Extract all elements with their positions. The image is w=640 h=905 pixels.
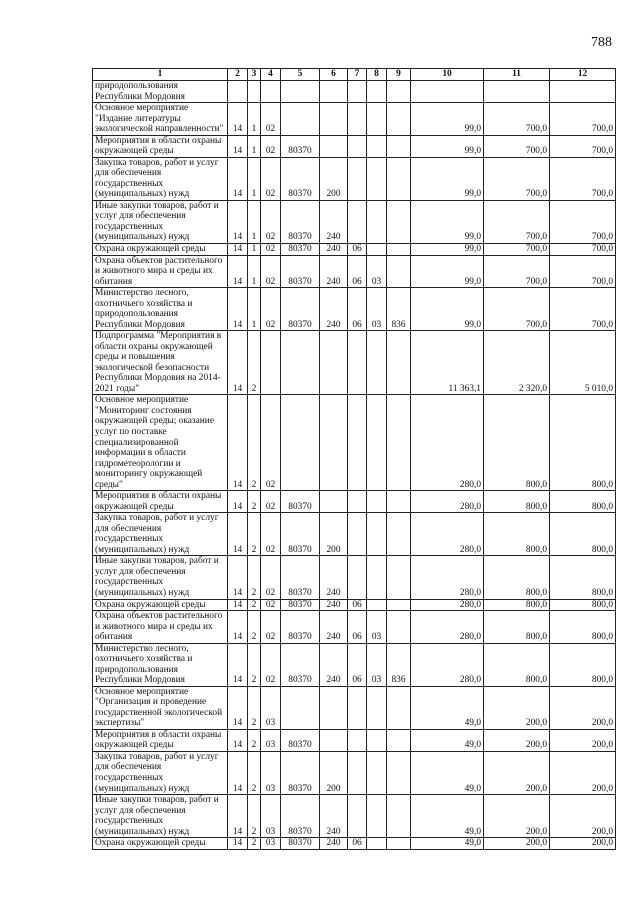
code-cell	[387, 729, 411, 751]
code-cell: 2	[248, 838, 261, 850]
amount-cell: 280,0	[411, 556, 484, 599]
code-cell: 80370	[281, 255, 320, 288]
code-cell	[387, 395, 411, 491]
code-cell	[320, 729, 348, 751]
code-cell: 02	[261, 395, 281, 491]
code-cell	[367, 395, 387, 491]
table-row	[93, 395, 616, 491]
code-cell	[348, 556, 367, 599]
amount-cell: 49,0	[411, 686, 484, 729]
column-header: 11	[484, 69, 550, 81]
item-name-cell: Основное мероприятие "Мониторинг состояния окружающей среды; оказание услуг по поставке специализированной информации в области гидрометеорологии и мониторингу окружающей среды"	[93, 395, 228, 491]
code-cell: 240	[320, 643, 348, 686]
amount-cell: 700,0	[484, 255, 550, 288]
amount-cell: 2 320,0	[484, 331, 550, 395]
code-cell	[367, 81, 387, 103]
code-cell: 2	[248, 751, 261, 794]
table-row	[93, 491, 616, 513]
amount-cell: 700,0	[484, 103, 550, 136]
table-row	[93, 331, 616, 395]
code-cell	[367, 729, 387, 751]
column-header: 7	[348, 69, 367, 81]
code-cell	[387, 599, 411, 611]
code-cell: 80370	[281, 157, 320, 200]
code-cell: 1	[248, 200, 261, 243]
code-cell	[367, 686, 387, 729]
code-cell: 06	[348, 243, 367, 255]
code-cell: 14	[228, 135, 248, 157]
code-cell: 03	[367, 288, 387, 331]
code-cell: 240	[320, 288, 348, 331]
column-header: 2	[228, 69, 248, 81]
code-cell	[348, 200, 367, 243]
code-cell: 14	[228, 795, 248, 838]
code-cell: 200	[320, 751, 348, 794]
code-cell	[228, 81, 248, 103]
code-cell: 03	[367, 255, 387, 288]
code-cell: 14	[228, 395, 248, 491]
code-cell: 02	[261, 491, 281, 513]
amount-cell: 800,0	[484, 395, 550, 491]
item-name-cell: природопользования Республики Мордовия	[93, 81, 228, 103]
code-cell: 02	[261, 599, 281, 611]
code-cell	[387, 103, 411, 136]
code-cell	[387, 157, 411, 200]
amount-cell: 49,0	[411, 795, 484, 838]
amount-cell: 800,0	[484, 599, 550, 611]
code-cell: 02	[261, 200, 281, 243]
code-cell: 02	[261, 103, 281, 136]
item-name-cell: Мероприятия в области охраны окружающей среды	[93, 135, 228, 157]
item-name-cell: Охрана объектов растительного и животного мира и среды их обитания	[93, 255, 228, 288]
code-cell: 240	[320, 838, 348, 850]
amount-cell: 49,0	[411, 751, 484, 794]
amount-cell: 800,0	[484, 611, 550, 644]
item-name-cell: Охрана окружающей среды	[93, 838, 228, 850]
code-cell: 14	[228, 243, 248, 255]
item-name-cell: Мероприятия в области охраны окружающей среды	[93, 729, 228, 751]
code-cell	[367, 838, 387, 850]
column-header: 3	[248, 69, 261, 81]
code-cell: 02	[261, 556, 281, 599]
amount-cell: 800,0	[550, 395, 616, 491]
table-row	[93, 795, 616, 838]
code-cell	[320, 491, 348, 513]
amount-cell: 700,0	[550, 243, 616, 255]
column-header: 5	[281, 69, 320, 81]
code-cell: 80370	[281, 135, 320, 157]
amount-cell: 800,0	[484, 491, 550, 513]
code-cell	[387, 513, 411, 556]
amount-cell: 800,0	[550, 599, 616, 611]
amount-cell: 700,0	[484, 243, 550, 255]
code-cell: 03	[261, 838, 281, 850]
code-cell	[320, 81, 348, 103]
amount-cell: 280,0	[411, 491, 484, 513]
amount-cell: 700,0	[550, 200, 616, 243]
code-cell	[367, 135, 387, 157]
column-header: 4	[261, 69, 281, 81]
code-cell	[348, 491, 367, 513]
item-name-cell: Подпрограмма "Мероприятия в области охраны окружающей среды и повышения экологической безопасности Республики Мордовия на 2014-2021 годы"	[93, 331, 228, 395]
code-cell: 03	[261, 686, 281, 729]
amount-cell: 280,0	[411, 643, 484, 686]
amount-cell: 700,0	[484, 200, 550, 243]
code-cell: 1	[248, 135, 261, 157]
table-row	[93, 288, 616, 331]
table-row	[93, 157, 616, 200]
code-cell	[367, 556, 387, 599]
table-row	[93, 255, 616, 288]
code-cell	[348, 81, 367, 103]
code-cell	[387, 686, 411, 729]
code-cell: 06	[348, 255, 367, 288]
amount-cell: 700,0	[550, 135, 616, 157]
code-cell	[261, 81, 281, 103]
code-cell	[348, 157, 367, 200]
code-cell	[367, 103, 387, 136]
code-cell: 14	[228, 513, 248, 556]
code-cell: 80370	[281, 795, 320, 838]
code-cell	[281, 103, 320, 136]
code-cell: 03	[367, 643, 387, 686]
amount-cell: 99,0	[411, 288, 484, 331]
code-cell: 836	[387, 288, 411, 331]
amount-cell: 49,0	[411, 838, 484, 850]
item-name-cell: Иные закупки товаров, работ и услуг для обеспечения государственных (муниципальных) нужд	[93, 795, 228, 838]
code-cell: 240	[320, 599, 348, 611]
amount-cell: 800,0	[550, 491, 616, 513]
code-cell: 14	[228, 556, 248, 599]
amount-cell: 200,0	[484, 795, 550, 838]
code-cell: 1	[248, 243, 261, 255]
code-cell: 06	[348, 611, 367, 644]
amount-cell: 99,0	[411, 135, 484, 157]
column-header: 10	[411, 69, 484, 81]
code-cell: 200	[320, 513, 348, 556]
code-cell	[367, 331, 387, 395]
code-cell	[367, 795, 387, 838]
code-cell	[387, 255, 411, 288]
amount-cell: 700,0	[484, 135, 550, 157]
amount-cell: 99,0	[411, 243, 484, 255]
table-row	[93, 200, 616, 243]
code-cell: 03	[261, 795, 281, 838]
code-cell: 02	[261, 513, 281, 556]
code-cell: 2	[248, 331, 261, 395]
code-cell	[320, 103, 348, 136]
amount-cell: 99,0	[411, 103, 484, 136]
code-cell	[387, 491, 411, 513]
code-cell: 240	[320, 611, 348, 644]
amount-cell: 700,0	[484, 288, 550, 331]
code-cell: 14	[228, 331, 248, 395]
code-cell	[387, 331, 411, 395]
code-cell: 02	[261, 135, 281, 157]
code-cell: 200	[320, 157, 348, 200]
column-header: 9	[387, 69, 411, 81]
amount-cell: 99,0	[411, 157, 484, 200]
code-cell	[261, 331, 281, 395]
table-row	[93, 611, 616, 644]
amount-cell: 280,0	[411, 599, 484, 611]
code-cell: 80370	[281, 243, 320, 255]
table-row	[93, 599, 616, 611]
code-cell: 2	[248, 611, 261, 644]
code-cell: 2	[248, 395, 261, 491]
code-cell: 2	[248, 599, 261, 611]
amount-cell	[484, 81, 550, 103]
code-cell: 1	[248, 157, 261, 200]
code-cell: 03	[261, 729, 281, 751]
code-cell: 14	[228, 729, 248, 751]
column-header: 12	[550, 69, 616, 81]
item-name-cell: Мероприятия в области охраны окружающей среды	[93, 491, 228, 513]
item-name-cell: Закупка товаров, работ и услуг для обеспечения государственных (муниципальных) нужд	[93, 751, 228, 794]
item-name-cell: Основное мероприятие "Организация и проведение государственной экологической экспертизы"	[93, 686, 228, 729]
code-cell	[367, 243, 387, 255]
code-cell: 14	[228, 599, 248, 611]
table-row	[93, 751, 616, 794]
code-cell	[281, 395, 320, 491]
amount-cell: 800,0	[484, 643, 550, 686]
code-cell: 14	[228, 288, 248, 331]
table-row	[93, 729, 616, 751]
code-cell: 240	[320, 556, 348, 599]
code-cell	[367, 513, 387, 556]
amount-cell: 800,0	[550, 513, 616, 556]
code-cell: 80370	[281, 838, 320, 850]
code-cell: 14	[228, 686, 248, 729]
code-cell	[320, 135, 348, 157]
amount-cell: 800,0	[550, 643, 616, 686]
column-header: 1	[93, 69, 228, 81]
table-row	[93, 135, 616, 157]
item-name-cell: Охрана окружающей среды	[93, 599, 228, 611]
code-cell	[320, 395, 348, 491]
code-cell: 14	[228, 255, 248, 288]
table-row	[93, 81, 616, 103]
table-row	[93, 838, 616, 850]
amount-cell	[411, 81, 484, 103]
page-number: 788	[591, 35, 612, 50]
code-cell: 80370	[281, 200, 320, 243]
code-cell: 03	[367, 611, 387, 644]
code-cell: 02	[261, 288, 281, 331]
code-cell: 80370	[281, 556, 320, 599]
code-cell: 1	[248, 255, 261, 288]
item-name-cell: Министерство лесного, охотничьего хозяйства и природопользования Республики Мордовия	[93, 643, 228, 686]
code-cell	[387, 838, 411, 850]
code-cell: 240	[320, 243, 348, 255]
amount-cell: 99,0	[411, 200, 484, 243]
code-cell: 06	[348, 643, 367, 686]
code-cell	[387, 795, 411, 838]
item-name-cell: Основное мероприятие "Издание литературы экологической направленности"	[93, 103, 228, 136]
code-cell: 2	[248, 556, 261, 599]
code-cell: 80370	[281, 643, 320, 686]
item-name-cell: Министерство лесного, охотничьего хозяйства и природопользования Республики Мордовия	[93, 288, 228, 331]
table-row	[93, 243, 616, 255]
code-cell: 80370	[281, 611, 320, 644]
code-cell	[367, 491, 387, 513]
code-cell: 240	[320, 255, 348, 288]
amount-cell: 5 010,0	[550, 331, 616, 395]
item-name-cell: Охрана объектов растительного и животного мира и среды их обитания	[93, 611, 228, 644]
code-cell: 14	[228, 200, 248, 243]
code-cell: 02	[261, 255, 281, 288]
code-cell	[348, 331, 367, 395]
code-cell	[348, 103, 367, 136]
amount-cell: 700,0	[550, 255, 616, 288]
code-cell	[281, 81, 320, 103]
table-row	[93, 103, 616, 136]
item-name-cell: Иные закупки товаров, работ и услуг для обеспечения государственных (муниципальных) нужд	[93, 200, 228, 243]
code-cell: 80370	[281, 491, 320, 513]
amount-cell: 800,0	[550, 556, 616, 599]
amount-cell: 700,0	[550, 103, 616, 136]
code-cell	[387, 611, 411, 644]
code-cell	[348, 729, 367, 751]
code-cell: 02	[261, 157, 281, 200]
code-cell	[387, 243, 411, 255]
amount-cell: 700,0	[550, 157, 616, 200]
code-cell: 240	[320, 200, 348, 243]
code-cell: 14	[228, 103, 248, 136]
code-cell: 1	[248, 103, 261, 136]
code-cell: 80370	[281, 751, 320, 794]
code-cell: 06	[348, 599, 367, 611]
amount-cell: 280,0	[411, 395, 484, 491]
code-cell	[367, 751, 387, 794]
code-cell	[248, 81, 261, 103]
code-cell	[367, 599, 387, 611]
code-cell: 1	[248, 288, 261, 331]
item-name-cell: Закупка товаров, работ и услуг для обеспечения государственных (муниципальных) нужд	[93, 157, 228, 200]
amount-cell: 200,0	[484, 686, 550, 729]
column-header: 8	[367, 69, 387, 81]
amount-cell: 280,0	[411, 611, 484, 644]
table-row	[93, 513, 616, 556]
code-cell: 80370	[281, 729, 320, 751]
code-cell: 240	[320, 795, 348, 838]
code-cell: 02	[261, 643, 281, 686]
code-cell: 2	[248, 513, 261, 556]
code-cell	[320, 686, 348, 729]
code-cell	[348, 751, 367, 794]
item-name-cell: Иные закупки товаров, работ и услуг для обеспечения государственных (муниципальных) нужд	[93, 556, 228, 599]
table-row	[93, 556, 616, 599]
code-cell	[348, 686, 367, 729]
code-cell: 2	[248, 729, 261, 751]
amount-cell	[550, 81, 616, 103]
code-cell: 02	[261, 243, 281, 255]
amount-cell: 11 363,1	[411, 331, 484, 395]
code-cell	[387, 751, 411, 794]
amount-cell: 200,0	[484, 729, 550, 751]
code-cell: 14	[228, 491, 248, 513]
code-cell	[387, 135, 411, 157]
amount-cell: 200,0	[550, 838, 616, 850]
header-row	[93, 69, 616, 81]
code-cell: 03	[261, 751, 281, 794]
code-cell: 2	[248, 491, 261, 513]
budget-table	[92, 68, 616, 850]
code-cell	[387, 556, 411, 599]
code-cell: 2	[248, 643, 261, 686]
code-cell	[348, 135, 367, 157]
amount-cell: 49,0	[411, 729, 484, 751]
table-row	[93, 686, 616, 729]
code-cell: 14	[228, 611, 248, 644]
item-name-cell: Охрана окружающей среды	[93, 243, 228, 255]
amount-cell: 200,0	[550, 795, 616, 838]
table-body	[93, 81, 616, 850]
code-cell: 14	[228, 838, 248, 850]
amount-cell: 99,0	[411, 255, 484, 288]
amount-cell: 700,0	[484, 157, 550, 200]
amount-cell: 200,0	[484, 838, 550, 850]
amount-cell: 200,0	[484, 751, 550, 794]
code-cell: 14	[228, 157, 248, 200]
column-header: 6	[320, 69, 348, 81]
code-cell	[367, 157, 387, 200]
amount-cell: 700,0	[550, 288, 616, 331]
code-cell: 80370	[281, 288, 320, 331]
code-cell: 06	[348, 838, 367, 850]
code-cell: 06	[348, 288, 367, 331]
amount-cell: 200,0	[550, 729, 616, 751]
code-cell	[348, 795, 367, 838]
code-cell	[387, 81, 411, 103]
code-cell: 2	[248, 795, 261, 838]
code-cell	[367, 200, 387, 243]
amount-cell: 800,0	[484, 513, 550, 556]
amount-cell: 200,0	[550, 686, 616, 729]
item-name-cell: Закупка товаров, работ и услуг для обеспечения государственных (муниципальных) нужд	[93, 513, 228, 556]
code-cell	[320, 331, 348, 395]
code-cell: 14	[228, 643, 248, 686]
code-cell: 80370	[281, 513, 320, 556]
code-cell: 836	[387, 643, 411, 686]
code-cell: 02	[261, 611, 281, 644]
amount-cell: 200,0	[550, 751, 616, 794]
amount-cell: 280,0	[411, 513, 484, 556]
code-cell: 2	[248, 686, 261, 729]
code-cell	[281, 331, 320, 395]
amount-cell: 800,0	[484, 556, 550, 599]
code-cell: 14	[228, 751, 248, 794]
code-cell	[281, 686, 320, 729]
code-cell	[387, 200, 411, 243]
code-cell	[348, 395, 367, 491]
table-row	[93, 643, 616, 686]
code-cell	[348, 513, 367, 556]
code-cell: 80370	[281, 599, 320, 611]
amount-cell: 800,0	[550, 611, 616, 644]
